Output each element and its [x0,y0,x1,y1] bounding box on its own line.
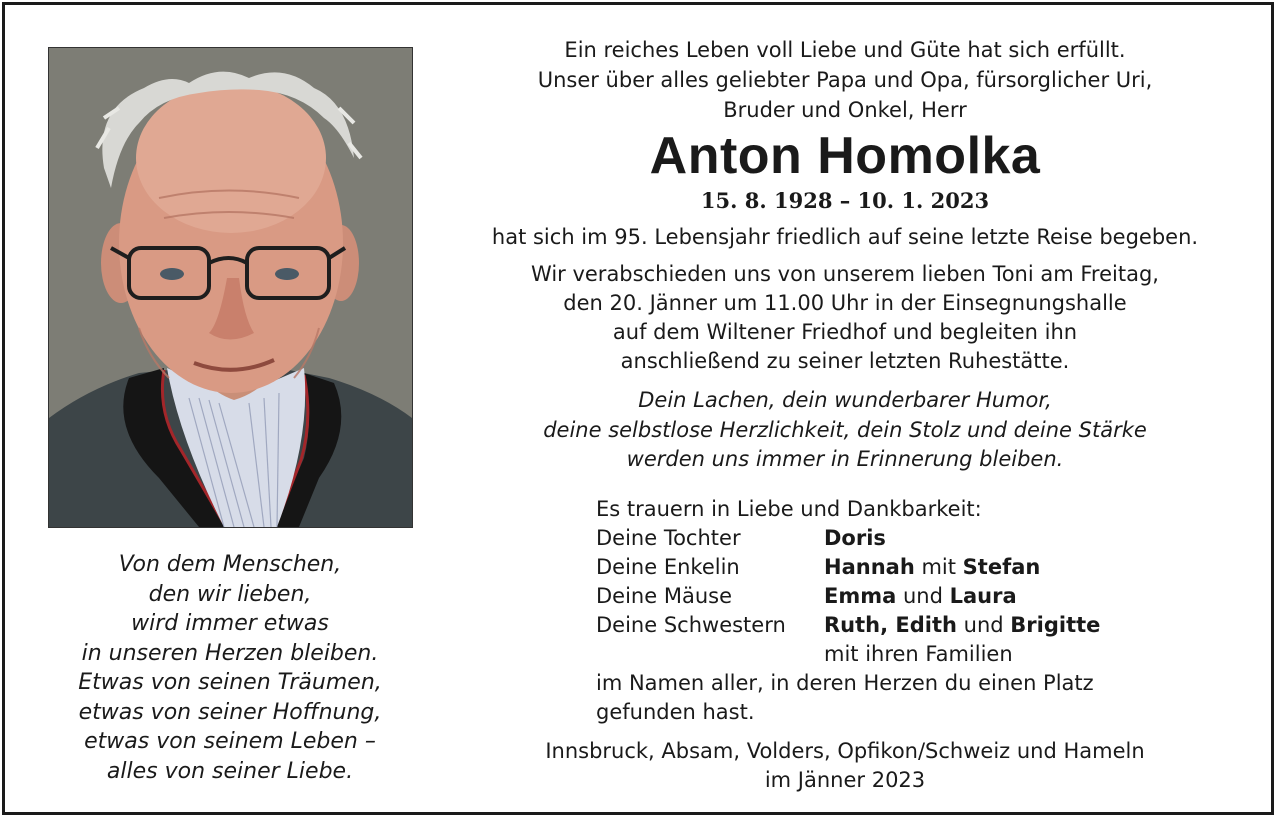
farewell-line: auf dem Wiltener Friedhof und begleiten ihn [612,320,1078,344]
mourner-row [596,611,1236,640]
farewell-line: den 20. Jänner um 11.00 Uhr in der Einsegnungshalle [563,291,1127,315]
mourner-name: Stefan [962,555,1041,579]
poem-line: den wir lieben, [148,581,312,607]
closing-places: Innsbruck, Absam, Volders, Opfikon/Schweiz und Hameln [545,739,1145,763]
mourner-names [824,582,1017,611]
intro-text [445,35,1245,125]
poem-line: wird immer etwas [131,611,329,636]
farewell-line: Wir verabschieden uns von unserem lieben Toni am Freitag, [531,262,1159,286]
mourner-relation: Deine Schwestern [596,613,786,637]
mourner-connector: und [956,613,1011,637]
on-behalf-line: gefunden hast. [596,700,755,724]
mourner-row [596,553,1236,582]
deceased-name: Anton Homolka [649,127,1041,185]
quote-line: deine selbstlose Herzlichkeit, dein Stolz und deine Stärke [543,417,1147,442]
mourner-relation: Deine Tochter [596,526,741,550]
poem-line: Etwas von seinen Träumen, [78,670,382,695]
memorial-poem [45,550,415,786]
mourner-connector: mit [914,555,963,579]
families-line: mit ihren Familien [824,642,1013,666]
mourner-names [824,553,1040,582]
mourner-name: Hannah [824,555,915,579]
mourner-relation: Deine Enkelin [596,555,740,579]
mourners-list [596,495,1236,727]
mourner-names [824,524,886,553]
farewell-text [445,260,1245,376]
intro-line: Unser über alles geliebter Papa und Opa, fürsorglicher Uri, [537,68,1153,92]
mourner-name: Doris [824,526,886,550]
quote-line: werden uns immer in Erinnerung bleiben. [626,447,1064,471]
mourner-connector: und [896,584,950,608]
main-announcement [445,35,1245,475]
mourner-names [824,611,1100,640]
poem-line: etwas von seiner Hoffnung, [78,699,382,725]
poem-line: alles von seiner Liebe. [106,758,354,784]
obituary-card [2,2,1274,815]
mourner-name: Laura [949,584,1017,608]
mourner-relation: Deine Mäuse [596,584,732,608]
poem-line: Von dem Menschen, [118,552,342,577]
mourner-row [596,524,1236,553]
memorial-quote [445,386,1245,475]
passing-text: hat sich im 95. Lebensjahr friedlich auf seine letzte Reise begeben. [491,225,1199,249]
mourner-name: Ruth, Edith [824,613,957,637]
intro-line: Ein reiches Leben voll Liebe und Güte hat sich erfüllt. [564,38,1126,62]
life-dates: 15. 8. 1928 – 10. 1. 2023 [700,188,990,213]
poem-line: etwas von seinem Leben – [84,729,376,754]
quote-line: Dein Lachen, dein wunderbarer Humor, [638,388,1052,412]
on-behalf-line: im Namen aller, in deren Herzen du einen Platz [596,671,1094,695]
mourner-name: Brigitte [1010,613,1101,637]
closing-date: im Jänner 2023 [764,768,926,792]
mourner-row [596,582,1236,611]
poem-line: in unseren Herzen bleiben. [81,640,379,666]
portrait-photo [48,47,413,528]
mourning-intro: Es trauern in Liebe und Dankbarkeit: [596,497,982,521]
farewell-line: anschließend zu seiner letzten Ruhestätte. [620,349,1070,373]
mourner-name: Emma [824,584,897,608]
intro-line: Bruder und Onkel, Herr [723,98,967,122]
closing-place-date [445,737,1245,795]
